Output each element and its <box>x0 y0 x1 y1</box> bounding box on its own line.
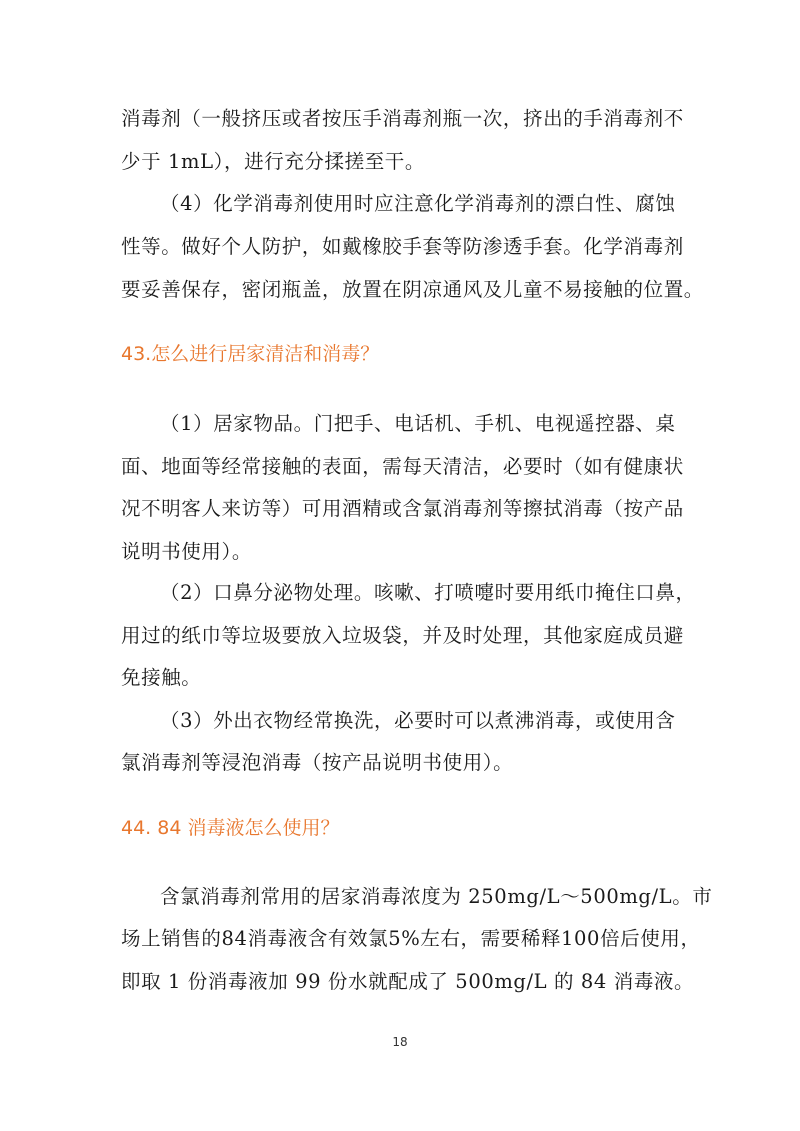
body-line: （1）居家物品。门把手、电话机、手机、电视遥控器、桌 <box>160 412 676 435</box>
body-line: （4）化学消毒剂使用时应注意化学消毒剂的漂白性、腐蚀 <box>160 192 676 215</box>
body-line: 用过的纸巾等垃圾要放入垃圾袋，并及时处理，其他家庭成员避 <box>121 624 684 647</box>
body-line: 况不明客人来访等）可用酒精或含氯消毒剂等擦拭消毒（按产品 <box>121 497 684 520</box>
body-line: 含氯消毒剂常用的居家消毒浓度为 250mg/L～500mg/L。市 <box>160 885 713 908</box>
section-heading: 43.怎么进行居家清洁和消毒？ <box>121 343 380 365</box>
body-line: 说明书使用）。 <box>121 540 252 563</box>
body-line: 要妥善保存，密闭瓶盖，放置在阴凉通风及儿童不易接触的位置。 <box>121 278 704 301</box>
body-line: 消毒剂（一般挤压或者按压手消毒剂瓶一次，挤出的手消毒剂不 <box>121 107 684 130</box>
body-line: 氯消毒剂等浸泡消毒（按产品说明书使用）。 <box>121 751 514 774</box>
section-heading: 44. 84 消毒液怎么使用？ <box>121 817 340 839</box>
body-line: 即取 1 份消毒液加 99 份水就配成了 500mg/L 的 84 消毒液。 <box>121 970 695 993</box>
body-line: 免接触。 <box>121 666 202 689</box>
body-line: 少于 1mL），进行充分揉搓至干。 <box>121 150 425 173</box>
body-line: 性等。做好个人防护，如戴橡胶手套等防渗透手套。化学消毒剂 <box>121 235 684 258</box>
body-line: 面、地面等经常接触的表面，需每天清洁，必要时（如有健康状 <box>121 455 684 478</box>
body-line: （3）外出衣物经常换洗，必要时可以煮沸消毒，或使用含 <box>160 709 676 732</box>
page-number: 18 <box>392 1035 408 1049</box>
body-line: 场上销售的84消毒液含有效氯5%左右，需要稀释100倍后使用， <box>121 927 701 950</box>
body-line: （2）口鼻分泌物处理。咳嗽、打喷嚏时要用纸巾掩住口鼻， <box>160 581 696 604</box>
